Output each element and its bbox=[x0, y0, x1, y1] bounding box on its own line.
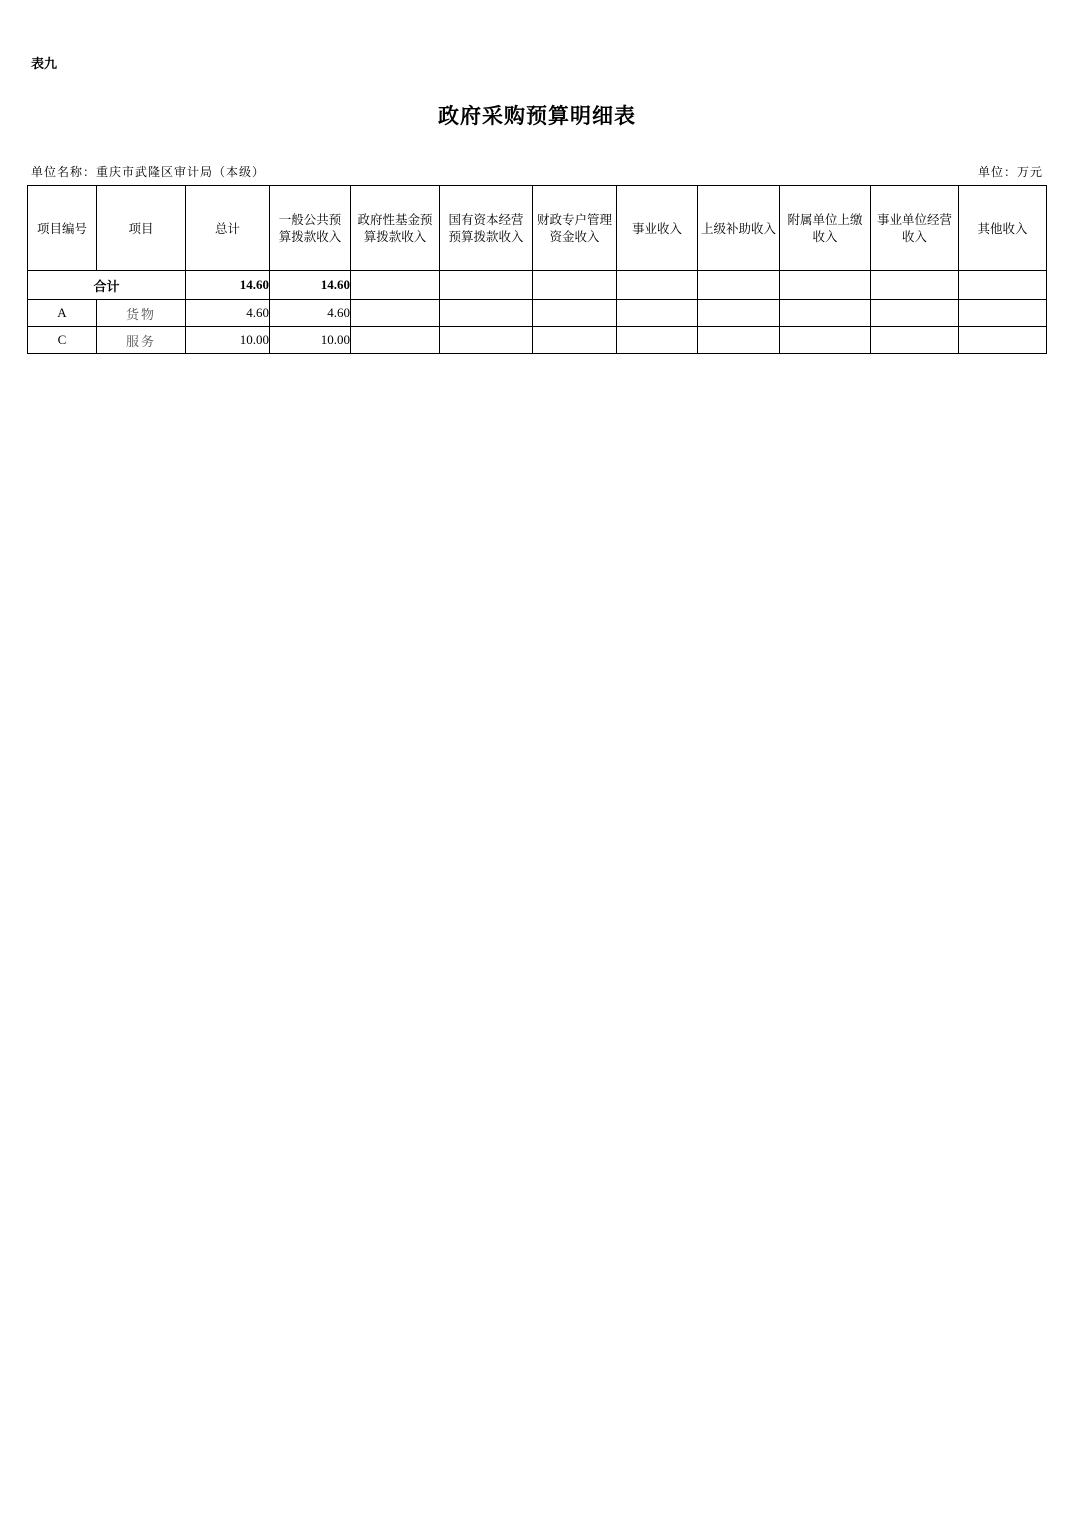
total-cell: 10.00 bbox=[186, 327, 270, 354]
affiliate-income-cell bbox=[780, 327, 871, 354]
total-cell: 14.60 bbox=[186, 271, 270, 300]
column-header-business-income: 事业收入 bbox=[617, 186, 698, 271]
table-row bbox=[28, 300, 1047, 327]
superior-subsidy-cell bbox=[698, 300, 780, 327]
column-header-total: 总计 bbox=[186, 186, 270, 271]
operating-income-cell bbox=[871, 300, 959, 327]
total-row bbox=[28, 271, 1047, 300]
gov-fund-cell bbox=[351, 300, 440, 327]
item-code-cell: A bbox=[28, 300, 97, 327]
page-title: 政府采购预算明细表 bbox=[438, 103, 636, 128]
other-income-cell bbox=[959, 327, 1047, 354]
state-capital-cell bbox=[440, 271, 533, 300]
fiscal-special-cell bbox=[533, 271, 617, 300]
total-cell: 4.60 bbox=[186, 300, 270, 327]
gov-fund-cell bbox=[351, 327, 440, 354]
item-code-cell: C bbox=[28, 327, 97, 354]
state-capital-cell bbox=[440, 300, 533, 327]
column-header-superior-subsidy: 上级补助收入 bbox=[698, 186, 780, 271]
column-header-general-budget: 一般公共预算拨款收入 bbox=[270, 186, 351, 271]
procurement-budget-table bbox=[27, 185, 1047, 354]
item-name-cell: 服务 bbox=[97, 327, 186, 354]
item-name-cell: 货物 bbox=[97, 300, 186, 327]
affiliate-income-cell bbox=[780, 300, 871, 327]
unit-name: 单位名称：重庆市武隆区审计局（本级） bbox=[31, 165, 266, 179]
operating-income-cell bbox=[871, 327, 959, 354]
general-budget-cell: 10.00 bbox=[270, 327, 351, 354]
fiscal-special-cell bbox=[533, 327, 617, 354]
column-header-fiscal-special: 财政专户管理资金收入 bbox=[533, 186, 617, 271]
table-header-row bbox=[28, 186, 1047, 271]
gov-fund-cell bbox=[351, 271, 440, 300]
fiscal-special-cell bbox=[533, 300, 617, 327]
column-header-other-income: 其他收入 bbox=[959, 186, 1047, 271]
business-income-cell bbox=[617, 327, 698, 354]
column-header-affiliate-income: 附属单位上缴收入 bbox=[780, 186, 871, 271]
other-income-cell bbox=[959, 271, 1047, 300]
affiliate-income-cell bbox=[780, 271, 871, 300]
business-income-cell bbox=[617, 271, 698, 300]
general-budget-cell: 4.60 bbox=[270, 300, 351, 327]
column-header-gov-fund: 政府性基金预算拨款收入 bbox=[351, 186, 440, 271]
column-header-item: 项目 bbox=[97, 186, 186, 271]
business-income-cell bbox=[617, 300, 698, 327]
currency-unit: 单位：万元 bbox=[977, 165, 1043, 179]
general-budget-cell: 14.60 bbox=[270, 271, 351, 300]
column-header-state-capital: 国有资本经营预算拨款收入 bbox=[440, 186, 533, 271]
superior-subsidy-cell bbox=[698, 327, 780, 354]
superior-subsidy-cell bbox=[698, 271, 780, 300]
column-header-code: 项目编号 bbox=[28, 186, 97, 271]
state-capital-cell bbox=[440, 327, 533, 354]
table-row bbox=[28, 327, 1047, 354]
operating-income-cell bbox=[871, 271, 959, 300]
column-header-operating-income: 事业单位经营收入 bbox=[871, 186, 959, 271]
table-number: 表九 bbox=[31, 57, 58, 72]
total-label: 合计 bbox=[28, 271, 186, 300]
other-income-cell bbox=[959, 300, 1047, 327]
